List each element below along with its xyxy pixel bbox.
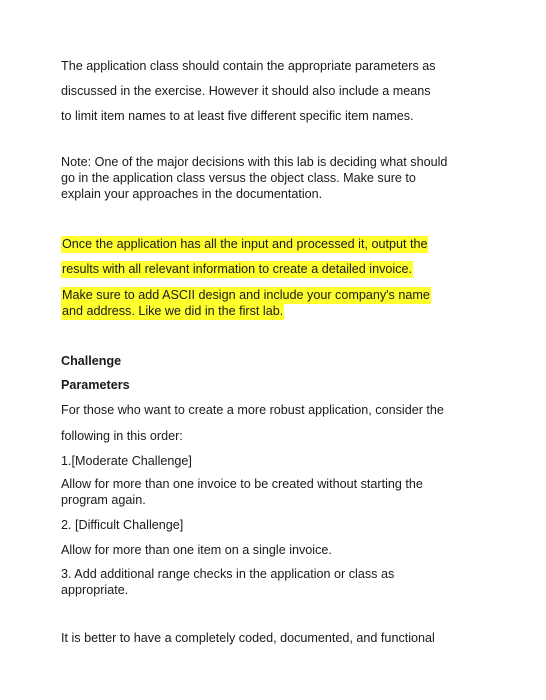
item1-label: 1.[Moderate Challenge] — [61, 454, 192, 468]
note-line: explain your approaches in the documentation. — [61, 187, 323, 201]
item2-label: 2. [Difficult Challenge] — [61, 518, 184, 532]
highlighted-line — [61, 303, 284, 319]
highlight-text: results with all relevant information to create a detailed invoice. — [62, 262, 413, 276]
item3-text: appropriate. — [61, 583, 129, 597]
highlighted-line — [61, 236, 428, 252]
item3-text: 3. Add additional range checks in the application or class as — [61, 567, 395, 581]
paragraph-line: to limit item names to at least five different specific item names. — [61, 109, 414, 123]
highlighted-line — [61, 287, 431, 303]
parameters-heading: Parameters — [61, 378, 130, 392]
paragraph-line: The application class should contain the appropriate parameters as — [61, 59, 436, 73]
highlight-text: Once the application has all the input and processed it, output the — [62, 237, 428, 251]
note-line: go in the application class versus the object class. Make sure to — [61, 171, 416, 185]
note-line: Note: One of the major decisions with this lab is deciding what should — [61, 155, 448, 169]
item1-text: program again. — [61, 493, 146, 507]
paragraph-line: discussed in the exercise. However it should also include a means — [61, 84, 431, 98]
highlighted-line — [61, 261, 413, 277]
closing-line: It is better to have a completely coded, documented, and functional — [61, 631, 435, 645]
intro-line: following in this order: — [61, 429, 183, 443]
highlight-text: Make sure to add ASCII design and include your company's name — [62, 288, 430, 302]
highlight-text: and address. Like we did in the first lab. — [62, 304, 284, 318]
item2-text: Allow for more than one item on a single invoice. — [61, 543, 332, 557]
challenge-heading: Challenge — [61, 354, 122, 368]
item1-text: Allow for more than one invoice to be created without starting the — [61, 477, 423, 491]
intro-line: For those who want to create a more robust application, consider the — [61, 403, 444, 417]
